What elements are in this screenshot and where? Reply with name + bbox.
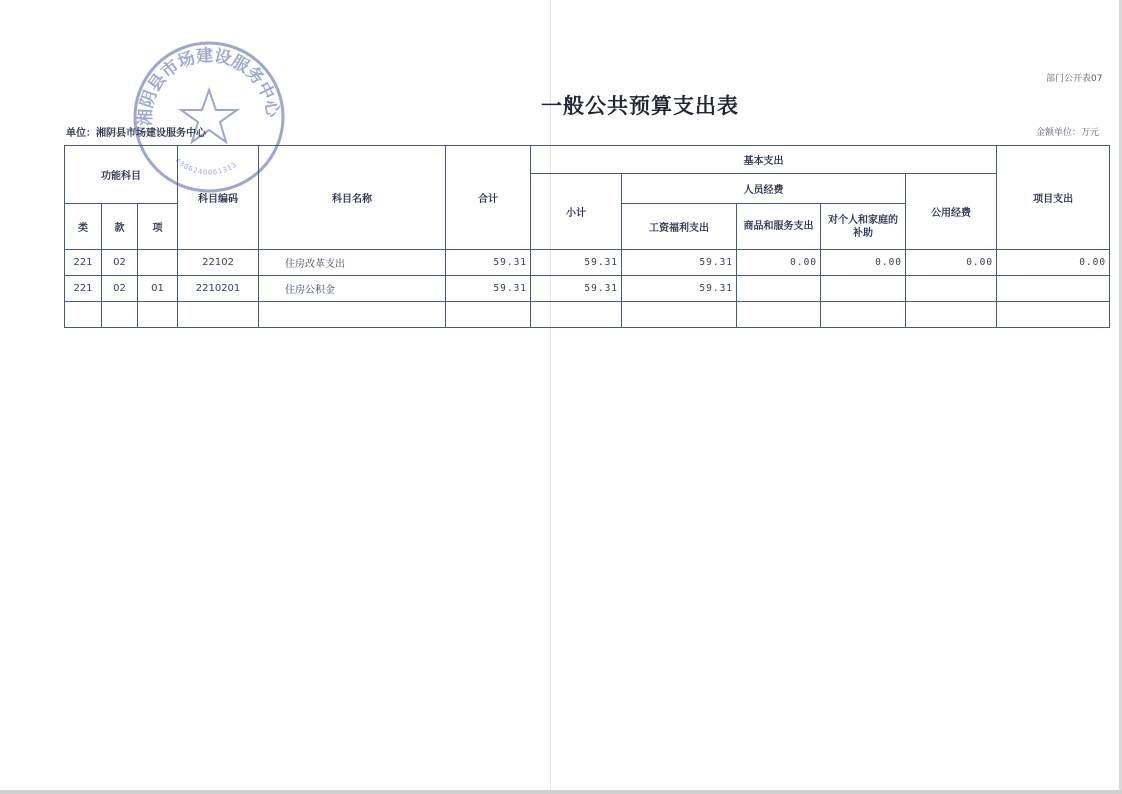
header-lei: 类 (65, 204, 102, 250)
cell-project (997, 302, 1110, 328)
cell-total (446, 302, 531, 328)
seal-number: 4306240001313 (173, 156, 239, 177)
cell-kuan (102, 302, 138, 328)
money-unit-label: 金额单位：万元 (1036, 128, 1100, 138)
cell-kuan: 02 (102, 250, 138, 276)
cell-name: 住房改革支出 (259, 250, 446, 276)
cell-salary (622, 302, 737, 328)
svg-text:湘阴县市场建设服务中心 (135, 45, 284, 126)
cell-family (821, 302, 906, 328)
cell-xiang: 01 (138, 276, 178, 302)
cell-lei: 221 (65, 276, 102, 302)
cell-name: 住房公积金 (259, 276, 446, 302)
cell-public (906, 276, 997, 302)
budget-expense-table (64, 145, 1110, 328)
cell-xiang (138, 250, 178, 276)
header-subject-name: 科目名称 (259, 146, 446, 250)
cell-family (821, 276, 906, 302)
cell-subtotal: 59.31 (531, 250, 622, 276)
cell-subtotal: 59.31 (531, 276, 622, 302)
unit-label: 单位：湘阴县市场建设服务中心 (66, 128, 206, 139)
cell-name (259, 302, 446, 328)
header-salary: 工资福利支出 (622, 204, 737, 250)
header-basic-expense: 基本支出 (531, 146, 997, 174)
cell-project (997, 276, 1110, 302)
cell-code: 2210201 (178, 276, 259, 302)
cell-public (906, 302, 997, 328)
form-number: 部门公开表07 (1046, 74, 1103, 84)
header-personnel: 人员经费 (622, 174, 906, 204)
cell-total: 59.31 (446, 250, 531, 276)
cell-goods (737, 302, 821, 328)
cell-project: 0.00 (997, 250, 1110, 276)
cell-goods: 0.00 (737, 250, 821, 276)
scan-edge-bottom (0, 790, 1122, 794)
header-func-subject: 功能科目 (65, 146, 178, 204)
cell-total: 59.31 (446, 276, 531, 302)
header-kuan: 款 (102, 204, 138, 250)
cell-lei (65, 302, 102, 328)
table-row (65, 276, 1110, 302)
cell-lei: 221 (65, 250, 102, 276)
cell-family: 0.00 (821, 250, 906, 276)
cell-subtotal (531, 302, 622, 328)
page-title: 一般公共预算支出表 (541, 94, 739, 118)
cell-salary: 59.31 (622, 250, 737, 276)
cell-code: 22102 (178, 250, 259, 276)
cell-xiang (138, 302, 178, 328)
seal-text: 湘阴县市场建设服务中心 (135, 45, 283, 127)
header-subject-code: 科目编码 (178, 146, 259, 250)
header-xiang: 项 (138, 204, 178, 250)
cell-salary: 59.31 (622, 276, 737, 302)
table-row (65, 250, 1110, 276)
table-row (65, 302, 1110, 328)
header-subtotal: 小计 (531, 174, 622, 250)
header-total: 合计 (446, 146, 531, 250)
cell-kuan: 02 (102, 276, 138, 302)
cell-public: 0.00 (906, 250, 997, 276)
header-project-expense: 项目支出 (997, 146, 1110, 250)
header-family-subsidy: 对个人和家庭的补助 (821, 204, 906, 250)
header-public-expense: 公用经费 (906, 174, 997, 250)
cell-goods (737, 276, 821, 302)
cell-code (178, 302, 259, 328)
header-goods-services: 商品和服务支出 (737, 204, 821, 250)
